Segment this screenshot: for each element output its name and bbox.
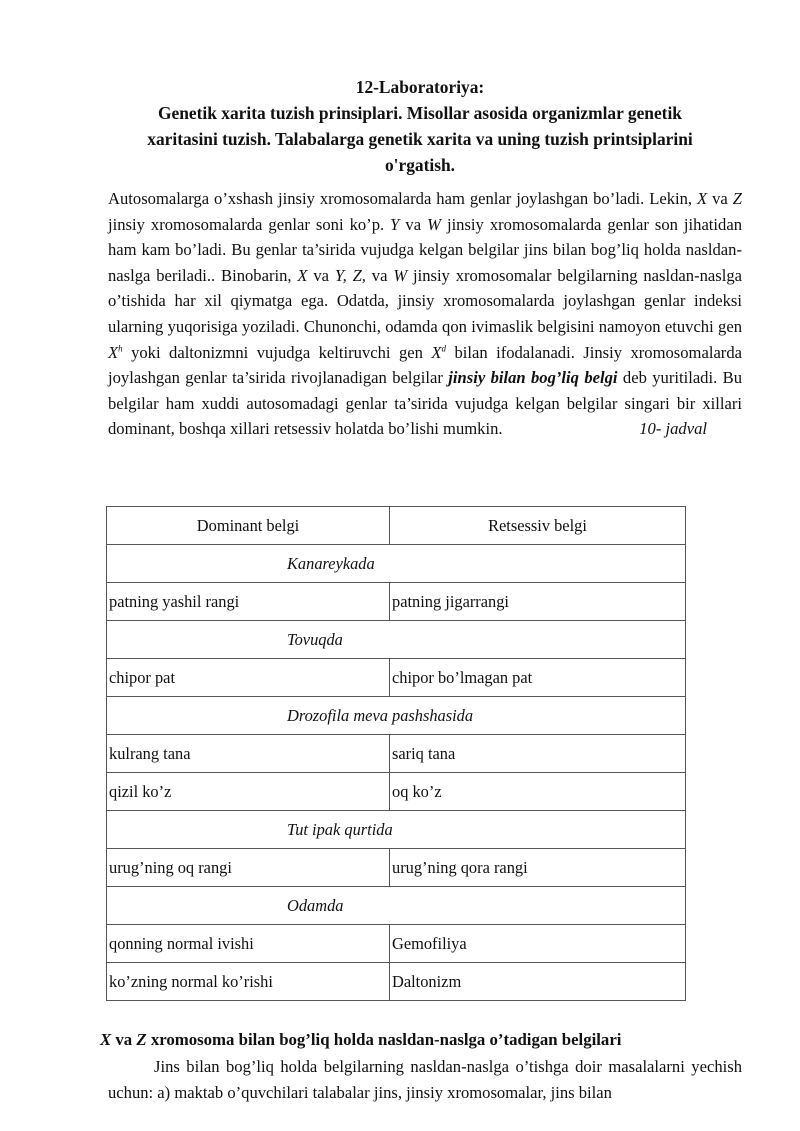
dominant-trait-cell: qonning normal ivishi xyxy=(107,925,390,963)
recessive-trait-cell: Daltonizm xyxy=(390,963,686,1001)
title-line-4: o'rgatish. xyxy=(384,155,456,175)
intro-text: deb yuritiladi. Bu belgilar ham xuddi autosomadagi genlar ta’sirida vujudga kelgan belgilar singari bir xillari dominant, boshqa xillari retsessiv holatda bo’lishi mumkin. xyxy=(108,368,742,439)
gene-symbol: X xyxy=(431,342,442,362)
group-row xyxy=(107,811,686,849)
recessive-trait-cell: sariq tana xyxy=(390,735,686,773)
chromosome-symbol: Z xyxy=(136,1030,147,1049)
gene-index: d xyxy=(441,343,447,354)
chromosome-symbol: W xyxy=(393,265,408,285)
gene-symbol: X xyxy=(108,342,119,362)
group-row xyxy=(107,887,686,925)
chromosome-symbol: X xyxy=(297,265,308,285)
recessive-trait-cell: chipor bo’lmagan pat xyxy=(390,659,686,697)
chromosome-symbol: X xyxy=(697,189,708,208)
dominant-trait-cell: kulrang tana xyxy=(107,735,390,773)
chromosome-symbol: Y, xyxy=(334,265,347,285)
title-line-1: 12-Laboratoriya: xyxy=(355,77,485,97)
table-row xyxy=(107,925,686,963)
table-row xyxy=(107,735,686,773)
dominant-trait-cell: patning yashil rangi xyxy=(107,583,390,621)
table-number: 10- jadval xyxy=(639,419,707,439)
table-row xyxy=(107,659,686,697)
dominant-trait-cell: qizil ko’z xyxy=(107,773,390,811)
chromosome-symbol: W xyxy=(427,214,441,234)
key-term: jinsiy bilan bog’liq belgi xyxy=(448,368,618,388)
traits-table xyxy=(106,506,686,1001)
intro-paragraph xyxy=(108,186,742,442)
intro-text: va xyxy=(365,265,394,285)
recessive-trait-cell: urug’ning qora rangi xyxy=(390,849,686,887)
dominant-trait-cell: chipor pat xyxy=(107,659,390,697)
document-title xyxy=(100,74,740,178)
heading-text: va xyxy=(111,1030,137,1049)
table-row xyxy=(107,849,686,887)
section-paragraph: Jins bilan bog’liq holda belgilarning nasldan-naslga o’tishga doir masalalarni yechish uchun: a) maktab o’quvchilari talabalar jins, jinsiy xromosomalar, jins bilan xyxy=(108,1057,742,1102)
intro-text: Autosomalarga o’xshash jinsiy xromosomalarda ham genlar joylashgan bo’ladi. Lekin, xyxy=(108,189,698,208)
dominant-trait-cell: ko’zning normal ko’rishi xyxy=(107,963,390,1001)
table-row xyxy=(107,773,686,811)
intro-text: jinsiy xromosomalarda genlar son jihatidan ham kam bo’ladi. Bu genlar ta’sirida vujudga kelgan belgilar jins bilan bog’liq holda nasldan-naslga beriladi.. Binobarin, xyxy=(108,214,742,285)
dominant-trait-cell: urug’ning oq rangi xyxy=(107,849,390,887)
title-line-3: xaritasini tuzish. Talabalarga genetik xarita va uning tuzish printsiplarini xyxy=(147,129,693,149)
chromosome-symbol: Y xyxy=(390,214,400,234)
recessive-trait-cell: patning jigarrangi xyxy=(390,583,686,621)
intro-text: jinsiy xromosomalar belgilarning nasldan-naslga o’tishida har xil qiymatga ega. Odatda, jinsiy xromosomalarda joylashgan genlar indeksi ularning yuqorisiga yoziladi. Chunonchi, odamda qon ivimaslik belgisini namoyon etuvchi gen xyxy=(108,265,742,336)
intro-text: bilan ifodalanadi. Jinsiy xromosomalarda joylashgan genlar ta’sirida rivojlanadigan belgilar xyxy=(108,342,742,388)
header-dominant: Dominant belgi xyxy=(107,507,390,545)
group-row xyxy=(107,697,686,735)
section-heading xyxy=(100,1030,621,1050)
intro-text: jinsiy xromosomalarda genlar soni ko’p. xyxy=(108,214,391,234)
group-row xyxy=(107,545,686,583)
intro-text: va xyxy=(307,265,335,285)
table-row xyxy=(107,583,686,621)
recessive-trait-cell: Gemofiliya xyxy=(390,925,686,963)
organism-group-label: Tut ipak qurtida xyxy=(107,811,686,849)
chromosome-symbol: X xyxy=(100,1030,112,1049)
recessive-trait-cell: oq ko’z xyxy=(390,773,686,811)
organism-group-label: Drozofila meva pashshasida xyxy=(107,697,686,735)
gene-index: h xyxy=(118,343,123,354)
table-row xyxy=(107,963,686,1001)
chromosome-symbol: Z xyxy=(732,189,742,208)
intro-text: va xyxy=(707,189,733,208)
header-recessive: Retsessiv belgi xyxy=(390,507,686,545)
heading-text: xromosoma bilan bog’liq holda nasldan-naslga o’tadigan belgilari xyxy=(146,1030,622,1049)
title-line-2: Genetik xarita tuzish prinsiplari. Misollar asosida organizmlar genetik xyxy=(158,103,682,123)
intro-text: va xyxy=(399,214,428,234)
organism-group-label: Kanareykada xyxy=(107,545,686,583)
chromosome-symbol: Z, xyxy=(352,265,366,285)
organism-group-label: Odamda xyxy=(107,887,686,925)
organism-group-label: Tovuqda xyxy=(107,621,686,659)
group-row xyxy=(107,621,686,659)
intro-text: yoki daltonizmni vujudga keltiruvchi gen xyxy=(122,342,432,362)
table-header-row xyxy=(107,507,686,545)
